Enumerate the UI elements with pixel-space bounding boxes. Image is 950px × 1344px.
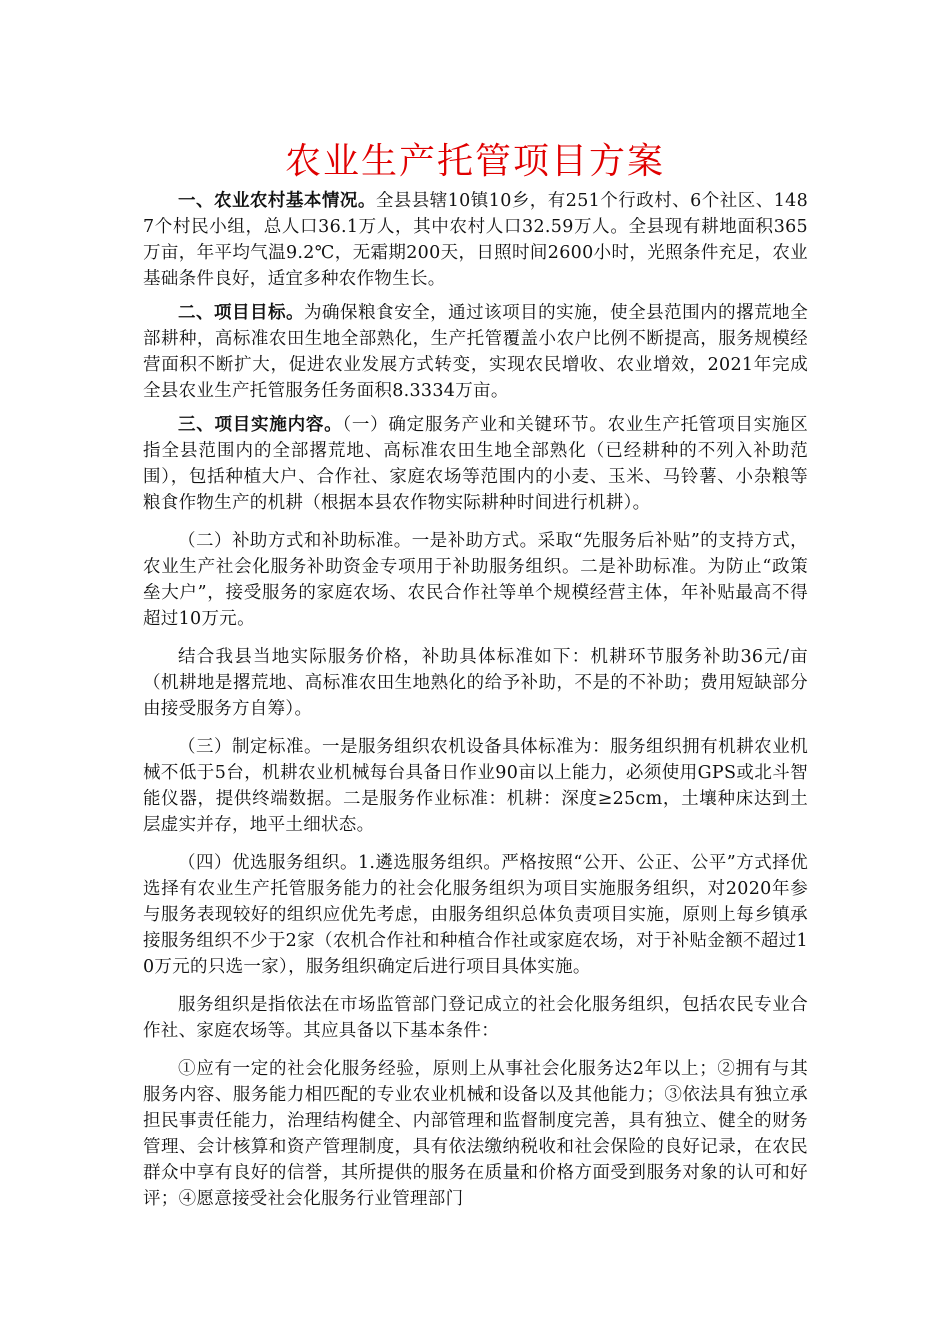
paragraph-conditions: ①应有一定的社会化服务经验，原则上从事社会化服务达2年以上；②拥有与其服务内容、服务能力相匹配的专业农业机械和设备以及其他能力；③依法具有独立承担民事责任能力，治理结构健全、内部管理和监督制度完善，具有独立、健全的财务管理、会计核算和资产管理制度，具有依法缴纳税收和社会保险的良好记录，在农民群众中享有良好的信誉，其所提供的服务在质量和价格方面受到服务对象的认可和好评；④愿意接受社会化服务行业管理部门 xyxy=(143,1059,808,1209)
document-body xyxy=(143,188,808,1224)
paragraph-standards: （三）制定标准。一是服务组织农机设备具体标准为：服务组织拥有机耕农业机械不低于5台，机耕农业机械每台具备日作业90亩以上能力，必须使用GPS或北斗智能仪器，提供终端数据。二是服务作业标准：机耕：深度≥25cm，土壤种床达到土层虚实并存，地平土细状态。 xyxy=(143,737,808,835)
section-text: 为确保粮食安全，通过该项目的实施，使全县范围内的撂荒地全部耕种，高标准农田生地全部熟化，生产托管覆盖小农户比例不断提高，服务规模经营面积不断扩大，促进农业发展方式转变，实现农民增收、农业增效，2021年完成全县农业生产托管服务任务面积8.3334万亩。 xyxy=(143,303,808,401)
section-heading: 一、农业农村基本情况。 xyxy=(178,191,376,211)
section-text: （一）确定服务产业和关键环节。农业生产托管项目实施区指全县范围内的全部撂荒地、高标准农田生地全部熟化（已经耕种的不列入补助范围），包括种植大户、合作社、家庭农场等范围内的小麦、玉米、马铃薯、小杂粮等粮食作物生产的机耕（根据本县农作物实际耕种时间进行机耕）。 xyxy=(143,415,808,513)
section-heading: 三、项目实施内容。 xyxy=(178,415,343,435)
paragraph-organization-definition: 服务组织是指依法在市场监管部门登记成立的社会化服务组织，包括农民专业合作社、家庭农场等。其应具备以下基本条件： xyxy=(143,995,808,1041)
paragraph-subsidy-method: （二）补助方式和补助标准。一是补助方式。采取“先服务后补贴”的支持方式，农业生产社会化服务补助资金专项用于补助服务组织。二是补助标准。为防止“政策垒大户”，接受服务的家庭农场、农民合作社等单个规模经营主体，年补贴最高不得超过10万元。 xyxy=(143,531,808,629)
section-project-goal xyxy=(143,300,808,404)
section-heading: 二、项目目标。 xyxy=(178,303,305,323)
section-implementation xyxy=(143,412,808,516)
section-text: 全县县辖10镇10乡，有251个行政村、6个社区、1487个村民小组，总人口36.1万人，其中农村人口32.59万人。全县现有耕地面积365万亩，年平均气温9.2℃，无霜期200天，日照时间2600小时，光照条件充足，农业基础条件良好，适宜多种农作物生长。 xyxy=(143,191,808,289)
paragraph-select-organizations: （四）优选服务组织。1.遴选服务组织。严格按照“公开、公正、公平”方式择优选择有农业生产托管服务能力的社会化服务组织为项目实施服务组织，对2020年参与服务表现较好的组织应优先考虑，由服务组织总体负责项目实施，原则上每乡镇承接服务组织不少于2家（农机合作社和种植合作社或家庭农场，对于补贴金额不超过10万元的只选一家），服务组织确定后进行项目具体实施。 xyxy=(143,853,808,977)
section-basic-situation xyxy=(143,188,808,292)
document-title: 农业生产托管项目方案 xyxy=(284,141,665,182)
paragraph-subsidy-standard: 结合我县当地实际服务价格，补助具体标准如下：机耕环节服务补助36元/亩（机耕地是撂荒地、高标准农田生地熟化的给予补助，不是的不补助；费用短缺部分由接受服务方自筹）。 xyxy=(143,647,808,719)
